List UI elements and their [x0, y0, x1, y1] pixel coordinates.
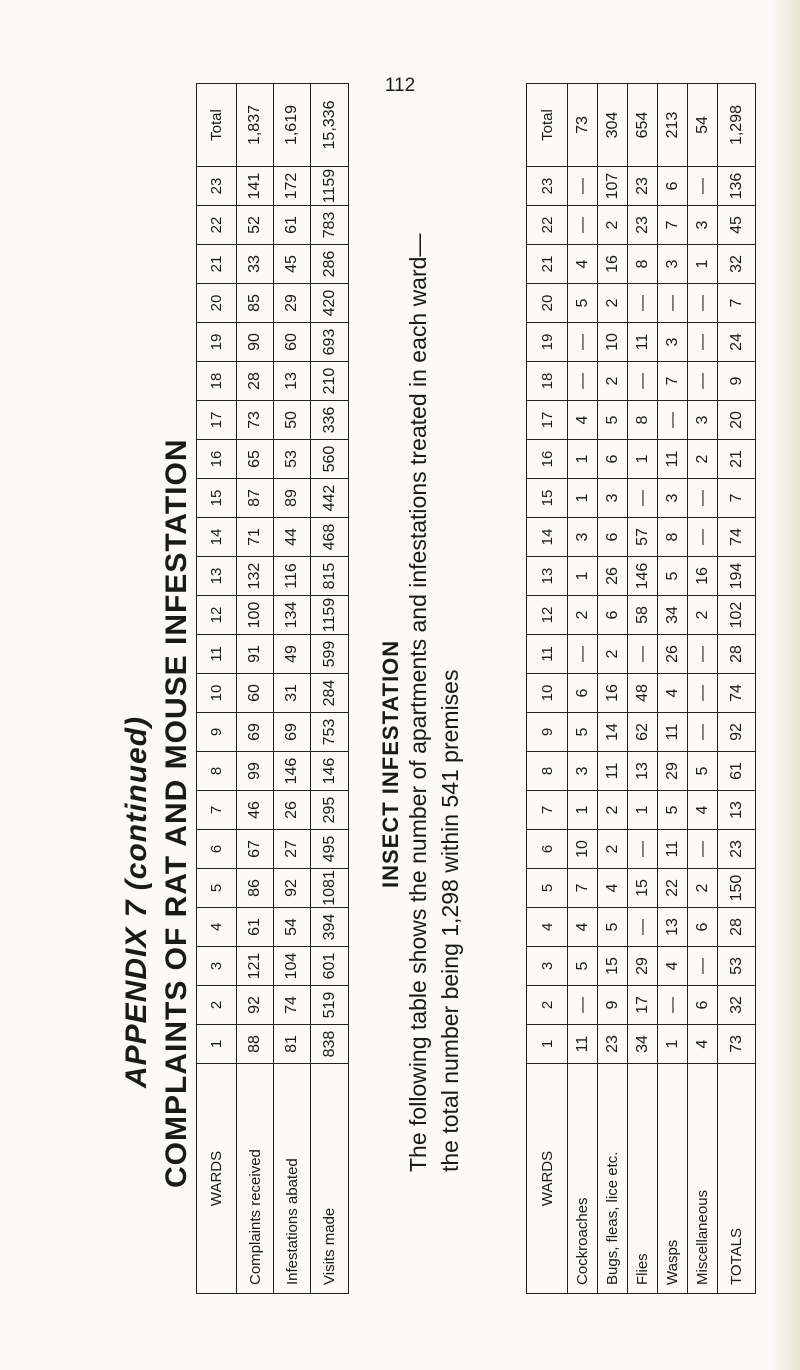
table-cell: 15: [628, 869, 658, 908]
table-cell: 519: [311, 986, 349, 1025]
table-cell: 6: [568, 674, 598, 713]
table-cell: 13: [718, 791, 756, 830]
table-cell: —: [688, 167, 718, 206]
table-cell: —: [628, 830, 658, 869]
table-cell: 13: [658, 908, 688, 947]
table-cell: 28: [718, 635, 756, 674]
table-cell: 783: [311, 206, 349, 245]
table-cell: —: [688, 518, 718, 557]
table-cell: 45: [274, 245, 311, 284]
ward-number: 2: [527, 986, 568, 1025]
table-cell: 23: [628, 167, 658, 206]
table-cell: 1: [568, 557, 598, 596]
table-cell: 11: [658, 713, 688, 752]
row-label: Miscellaneous: [688, 1064, 718, 1294]
row-label: Bugs, fleas, lice etc.: [598, 1064, 628, 1294]
table-cell: 3: [658, 323, 688, 362]
table-cell: 50: [274, 401, 311, 440]
table-cell: 495: [311, 830, 349, 869]
table-cell: 5: [568, 713, 598, 752]
table-cell: 1: [568, 791, 598, 830]
row-total-cell: 213: [658, 84, 688, 167]
ward-number: 17: [197, 401, 237, 440]
ward-number: 14: [527, 518, 568, 557]
table-cell: 1: [658, 1025, 688, 1064]
table-cell: 13: [628, 752, 658, 791]
table-cell: 60: [274, 323, 311, 362]
table-cell: 34: [628, 1025, 658, 1064]
subtitle-line-1: The following table shows the number of apartments and infestations treated in each ward—: [405, 233, 431, 1172]
table-cell: 104: [274, 947, 311, 986]
table-cell: 22: [658, 869, 688, 908]
table-cell: 26: [598, 557, 628, 596]
row-total-cell: 73: [568, 84, 598, 167]
table-cell: 15: [598, 947, 628, 986]
table-cell: 5: [598, 908, 628, 947]
subtitle-line-2: the total number being 1,298 within 541 premises: [437, 669, 463, 1172]
wards-header: WARDS: [197, 1064, 237, 1294]
ward-number: 11: [527, 635, 568, 674]
row-label: Visits made: [311, 1064, 349, 1294]
table-cell: 67: [237, 830, 274, 869]
ward-number: 7: [527, 791, 568, 830]
table-cell: 53: [274, 440, 311, 479]
table-cell: 599: [311, 635, 349, 674]
table-cell: 46: [237, 791, 274, 830]
ward-number: 15: [527, 479, 568, 518]
table-cell: —: [658, 986, 688, 1025]
table-cell: 172: [274, 167, 311, 206]
table-cell: 20: [718, 401, 756, 440]
table-cell: 85: [237, 284, 274, 323]
table-cell: 74: [274, 986, 311, 1025]
table-cell: 32: [718, 986, 756, 1025]
table-cell: 31: [274, 674, 311, 713]
table-cell: 69: [274, 713, 311, 752]
table-cell: —: [688, 674, 718, 713]
table-cell: 2: [598, 791, 628, 830]
table-cell: 8: [658, 518, 688, 557]
table-cell: 560: [311, 440, 349, 479]
table-cell: 194: [718, 557, 756, 596]
table-cell: 26: [658, 635, 688, 674]
table-cell: 336: [311, 401, 349, 440]
ward-number: 14: [197, 518, 237, 557]
table-cell: 2: [598, 206, 628, 245]
table-cell: 107: [598, 167, 628, 206]
table-cell: 1159: [311, 167, 349, 206]
table-cell: 150: [718, 869, 756, 908]
rat-mouse-table: [196, 83, 349, 1294]
insect-table: [526, 83, 756, 1294]
appendix-heading: APPENDIX 7 (continued): [120, 715, 153, 1088]
table-cell: 91: [237, 635, 274, 674]
table-cell: —: [658, 401, 688, 440]
table-cell: —: [628, 284, 658, 323]
table-cell: —: [628, 362, 658, 401]
table-cell: 23: [598, 1025, 628, 1064]
table-cell: 23: [718, 830, 756, 869]
table-cell: 73: [237, 401, 274, 440]
table-cell: —: [568, 986, 598, 1025]
table-cell: 3: [688, 401, 718, 440]
ward-number: 19: [527, 323, 568, 362]
table-cell: 7: [718, 284, 756, 323]
table-cell: 838: [311, 1025, 349, 1064]
table-cell: 7: [568, 869, 598, 908]
table-cell: 2: [598, 362, 628, 401]
table-cell: 3: [658, 245, 688, 284]
table-cell: 1: [688, 245, 718, 284]
table-cell: —: [688, 713, 718, 752]
table-cell: 21: [718, 440, 756, 479]
ward-number: 12: [197, 596, 237, 635]
table-cell: —: [628, 479, 658, 518]
table-cell: —: [628, 908, 658, 947]
table-cell: 11: [658, 830, 688, 869]
table-cell: 116: [274, 557, 311, 596]
table-cell: —: [688, 947, 718, 986]
ward-number: 16: [527, 440, 568, 479]
table-cell: 24: [718, 323, 756, 362]
row-total-cell: 1,619: [274, 84, 311, 167]
row-label: Cockroaches: [568, 1064, 598, 1294]
ward-number: 20: [527, 284, 568, 323]
table-cell: 5: [598, 401, 628, 440]
table-cell: 45: [718, 206, 756, 245]
table-cell: 16: [688, 557, 718, 596]
table-cell: 10: [598, 323, 628, 362]
table-cell: 284: [311, 674, 349, 713]
ward-number: 18: [527, 362, 568, 401]
table-cell: 69: [237, 713, 274, 752]
table-cell: 121: [237, 947, 274, 986]
table-cell: 210: [311, 362, 349, 401]
ward-number: 1: [197, 1025, 237, 1064]
table-cell: 11: [568, 1025, 598, 1064]
table-cell: 88: [237, 1025, 274, 1064]
table-cell: 16: [598, 245, 628, 284]
table-cell: 54: [274, 908, 311, 947]
table-cell: 28: [237, 362, 274, 401]
ward-number: 6: [197, 830, 237, 869]
table-cell: 16: [598, 674, 628, 713]
table-cell: 3: [568, 518, 598, 557]
table-cell: 3: [658, 479, 688, 518]
table-cell: 29: [628, 947, 658, 986]
table-row: [274, 84, 311, 1294]
table-cell: 2: [688, 869, 718, 908]
table-cell: 468: [311, 518, 349, 557]
table-cell: 2: [568, 596, 598, 635]
ward-number: 21: [197, 245, 237, 284]
ward-number: 12: [527, 596, 568, 635]
table-cell: 61: [274, 206, 311, 245]
table-cell: 6: [598, 440, 628, 479]
table-row: [311, 84, 349, 1294]
table-cell: 8: [628, 245, 658, 284]
table-row: [718, 84, 756, 1294]
row-label: Flies: [628, 1064, 658, 1294]
table-cell: 44: [274, 518, 311, 557]
row-total-cell: 54: [688, 84, 718, 167]
table-cell: 32: [718, 245, 756, 284]
table-cell: —: [568, 323, 598, 362]
table-cell: 815: [311, 557, 349, 596]
insect-table-wrapper: [526, 83, 756, 1294]
table-cell: 48: [628, 674, 658, 713]
table-cell: 13: [274, 362, 311, 401]
table-row: [658, 84, 688, 1294]
table-cell: 34: [658, 596, 688, 635]
table-cell: 102: [718, 596, 756, 635]
table-cell: 5: [688, 752, 718, 791]
row-total-cell: 654: [628, 84, 658, 167]
table-cell: 9: [598, 986, 628, 1025]
page-number: 112: [384, 75, 416, 96]
ward-number: 2: [197, 986, 237, 1025]
row-total-cell: 1,298: [718, 84, 756, 167]
table-cell: 89: [274, 479, 311, 518]
ward-number: 3: [527, 947, 568, 986]
ward-number: 8: [197, 752, 237, 791]
rat-mouse-table-wrapper: [196, 83, 349, 1294]
total-header: Total: [527, 84, 568, 167]
table-cell: 6: [598, 518, 628, 557]
table-row: [598, 84, 628, 1294]
ward-number: 21: [527, 245, 568, 284]
table-cell: 286: [311, 245, 349, 284]
table-cell: 132: [237, 557, 274, 596]
table-cell: 1: [568, 479, 598, 518]
table-cell: 33: [237, 245, 274, 284]
ward-number: 13: [527, 557, 568, 596]
ward-number: 18: [197, 362, 237, 401]
table-cell: 11: [598, 752, 628, 791]
table-cell: 7: [658, 206, 688, 245]
table-cell: 11: [628, 323, 658, 362]
ward-number: 16: [197, 440, 237, 479]
table-cell: 4: [568, 401, 598, 440]
table-cell: 28: [718, 908, 756, 947]
table-cell: 62: [628, 713, 658, 752]
table-cell: 53: [718, 947, 756, 986]
table-cell: 5: [658, 557, 688, 596]
table-cell: 4: [568, 245, 598, 284]
row-total-cell: 15,336: [311, 84, 349, 167]
table-cell: 3: [568, 752, 598, 791]
row-label: TOTALS: [718, 1064, 756, 1294]
table-cell: 4: [568, 908, 598, 947]
table-cell: —: [658, 284, 688, 323]
table-cell: 146: [311, 752, 349, 791]
table-cell: 73: [718, 1025, 756, 1064]
table-cell: 87: [237, 479, 274, 518]
table-cell: 99: [237, 752, 274, 791]
table-cell: 92: [718, 713, 756, 752]
ward-number: 23: [527, 167, 568, 206]
table-cell: 5: [658, 791, 688, 830]
table-cell: 753: [311, 713, 349, 752]
table-cell: 295: [311, 791, 349, 830]
table-cell: 146: [628, 557, 658, 596]
table-cell: 10: [568, 830, 598, 869]
table-cell: —: [688, 830, 718, 869]
table-cell: —: [568, 167, 598, 206]
ward-number: 22: [197, 206, 237, 245]
table-cell: 23: [628, 206, 658, 245]
table-cell: 4: [688, 791, 718, 830]
table-cell: —: [568, 635, 598, 674]
table-cell: 4: [658, 947, 688, 986]
ward-number: 20: [197, 284, 237, 323]
ward-number: 6: [527, 830, 568, 869]
table-cell: 14: [598, 713, 628, 752]
table-cell: 2: [598, 635, 628, 674]
table-cell: 601: [311, 947, 349, 986]
table-header-row: [527, 84, 568, 1294]
table-cell: 71: [237, 518, 274, 557]
table-cell: 92: [237, 986, 274, 1025]
ward-number: 9: [197, 713, 237, 752]
table-cell: 6: [658, 167, 688, 206]
row-label: Complaints received: [237, 1064, 274, 1294]
table-row: [688, 84, 718, 1294]
table-cell: —: [688, 362, 718, 401]
table-cell: 141: [237, 167, 274, 206]
table-cell: —: [628, 635, 658, 674]
table-cell: —: [568, 206, 598, 245]
ward-number: 17: [527, 401, 568, 440]
table-cell: 100: [237, 596, 274, 635]
table-cell: 7: [658, 362, 688, 401]
table-cell: 61: [718, 752, 756, 791]
table-cell: —: [688, 635, 718, 674]
table-cell: 3: [598, 479, 628, 518]
table-cell: 27: [274, 830, 311, 869]
row-total-cell: 1,837: [237, 84, 274, 167]
ward-number: 15: [197, 479, 237, 518]
table-cell: 2: [688, 596, 718, 635]
table-cell: 58: [628, 596, 658, 635]
table-cell: 61: [237, 908, 274, 947]
ward-number: 3: [197, 947, 237, 986]
table-cell: —: [688, 323, 718, 362]
row-total-cell: 304: [598, 84, 628, 167]
table-cell: —: [568, 362, 598, 401]
ward-number: 11: [197, 635, 237, 674]
table-cell: 74: [718, 674, 756, 713]
insect-subtitle: [402, 234, 466, 1172]
ward-number: 8: [527, 752, 568, 791]
table-cell: 2: [598, 830, 628, 869]
table-cell: 1081: [311, 869, 349, 908]
table-cell: 420: [311, 284, 349, 323]
ward-number: 19: [197, 323, 237, 362]
table-cell: —: [688, 284, 718, 323]
row-label: Infestations abated: [274, 1064, 311, 1294]
table-cell: 90: [237, 323, 274, 362]
ward-number: 9: [527, 713, 568, 752]
table-cell: 134: [274, 596, 311, 635]
ward-number: 10: [527, 674, 568, 713]
table-row: [628, 84, 658, 1294]
table-cell: 5: [568, 284, 598, 323]
table-cell: 29: [274, 284, 311, 323]
ward-number: 22: [527, 206, 568, 245]
table-cell: 11: [658, 440, 688, 479]
table-cell: 86: [237, 869, 274, 908]
ward-number: 10: [197, 674, 237, 713]
table-cell: 6: [688, 986, 718, 1025]
page-edge-shading: [770, 0, 800, 1370]
table-row: [568, 84, 598, 1294]
table-cell: 57: [628, 518, 658, 557]
table-cell: 146: [274, 752, 311, 791]
table-cell: 1: [568, 440, 598, 479]
table-cell: 65: [237, 440, 274, 479]
table-cell: 2: [598, 284, 628, 323]
table-cell: 394: [311, 908, 349, 947]
table-cell: 9: [718, 362, 756, 401]
table-cell: 1: [628, 791, 658, 830]
row-label: Wasps: [658, 1064, 688, 1294]
table-cell: 4: [598, 869, 628, 908]
ward-number: 4: [197, 908, 237, 947]
table-cell: 6: [688, 908, 718, 947]
table-cell: 442: [311, 479, 349, 518]
ward-number: 7: [197, 791, 237, 830]
table-cell: 8: [628, 401, 658, 440]
table-header-row: [197, 84, 237, 1294]
ward-number: 1: [527, 1025, 568, 1064]
table-cell: 1159: [311, 596, 349, 635]
rat-mouse-heading: COMPLAINTS OF RAT AND MOUSE INFESTATION: [160, 438, 193, 1188]
ward-number: 23: [197, 167, 237, 206]
table-cell: 4: [658, 674, 688, 713]
table-cell: 5: [568, 947, 598, 986]
table-cell: 3: [688, 206, 718, 245]
ward-number: 5: [197, 869, 237, 908]
table-cell: 74: [718, 518, 756, 557]
table-cell: 92: [274, 869, 311, 908]
table-cell: 6: [598, 596, 628, 635]
table-cell: 26: [274, 791, 311, 830]
ward-number: 5: [527, 869, 568, 908]
table-cell: 693: [311, 323, 349, 362]
ward-number: 13: [197, 557, 237, 596]
table-cell: 4: [688, 1025, 718, 1064]
table-cell: 2: [688, 440, 718, 479]
table-cell: 1: [628, 440, 658, 479]
table-cell: 49: [274, 635, 311, 674]
ward-number: 4: [527, 908, 568, 947]
table-cell: 7: [718, 479, 756, 518]
table-cell: —: [688, 479, 718, 518]
table-cell: 81: [274, 1025, 311, 1064]
table-cell: 17: [628, 986, 658, 1025]
table-cell: 60: [237, 674, 274, 713]
insect-heading: INSECT INFESTATION: [378, 639, 403, 888]
table-cell: 29: [658, 752, 688, 791]
total-header: Total: [197, 84, 237, 167]
table-cell: 52: [237, 206, 274, 245]
table-cell: 136: [718, 167, 756, 206]
wards-header: WARDS: [527, 1064, 568, 1294]
table-row: [237, 84, 274, 1294]
